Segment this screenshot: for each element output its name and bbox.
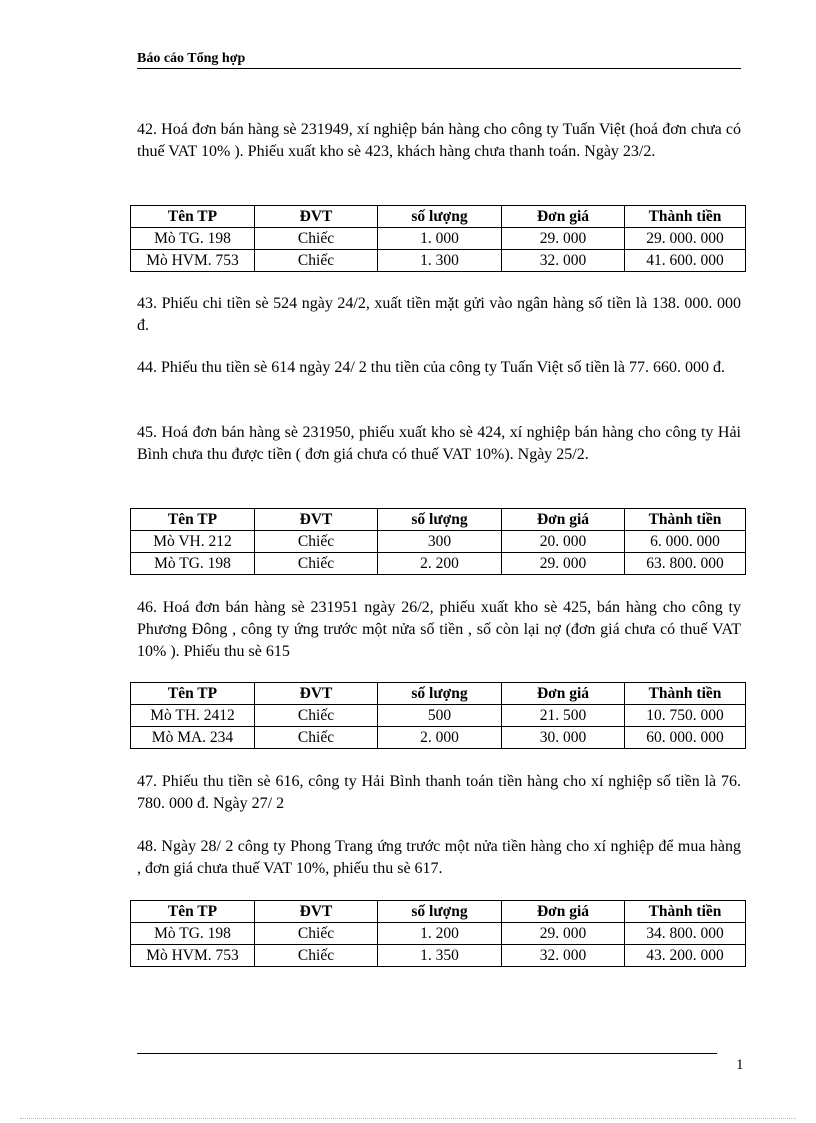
column-header: Tên TP [131,901,255,923]
table-cell: Mò HVM. 753 [131,250,255,272]
table-cell: 1. 000 [378,228,502,250]
table-cell: 1. 350 [378,945,502,967]
paragraph-48: 48. Ngày 28/ 2 công ty Phong Trang ứng trước một nửa tiền hàng cho xí nghiệp để mua hàng , đơn giá chưa thuế VAT 10%, phiếu thu sè 617. [137,838,741,877]
table-cell: 21. 500 [502,705,625,727]
table-cell: 29. 000. 000 [625,228,746,250]
paragraph-46: 46. Hoá đơn bán hàng sè 231951 ngày 26/2, phiếu xuất kho sè 425, bán hàng cho công ty Phương Đông , công ty ứng trước một nửa số tiền , số còn lại nợ (đơn giá chưa có thuế VAT 10% ). Phiếu thu sè 615 [137,599,741,660]
table-cell: 63. 800. 000 [625,553,746,575]
table-cell: Mò TG. 198 [131,923,255,945]
table-48 [130,900,746,967]
table-row [131,727,746,749]
table-header-row [131,509,746,531]
table-cell: Chiếc [255,945,378,967]
column-header: Thành tiền [625,509,746,531]
table-header-row [131,683,746,705]
column-header: Tên TP [131,683,255,705]
paragraph-43: 43. Phiếu chi tiền sè 524 ngày 24/2, xuất tiền mặt gửi vào ngân hàng số tiền là 138. 000. 000 đ. [137,295,741,334]
table-cell: Chiếc [255,553,378,575]
column-header: Thành tiền [625,901,746,923]
table-45 [130,508,746,575]
paragraph-44: 44. Phiếu thu tiền sè 614 ngày 24/ 2 thu tiền của công ty Tuấn Việt số tiền là 77. 660. 000 đ. [137,359,726,376]
table-cell: Mò HVM. 753 [131,945,255,967]
table-header-row [131,901,746,923]
table-cell: Chiếc [255,727,378,749]
table-row [131,228,746,250]
table-cell: 20. 000 [502,531,625,553]
table-header-row [131,206,746,228]
table-row [131,531,746,553]
table-row [131,553,746,575]
table-cell: 30. 000 [502,727,625,749]
column-header: Đơn giá [502,206,625,228]
table-cell: 34. 800. 000 [625,923,746,945]
column-header: số lượng [378,683,502,705]
table-cell: 29. 000 [502,553,625,575]
table-cell: Mò TG. 198 [131,228,255,250]
table-cell: 10. 750. 000 [625,705,746,727]
column-header: số lượng [378,509,502,531]
column-header: Thành tiền [625,683,746,705]
table-cell: 29. 000 [502,923,625,945]
table-cell: 32. 000 [502,250,625,272]
table-cell: Chiếc [255,228,378,250]
column-header: Tên TP [131,509,255,531]
column-header: ĐVT [255,901,378,923]
table-cell: Chiếc [255,923,378,945]
table-cell: 2. 200 [378,553,502,575]
table-cell: 41. 600. 000 [625,250,746,272]
column-header: Đơn giá [502,901,625,923]
page-edge-dotted-line [20,1118,796,1119]
footer-rule [137,1053,717,1054]
table-cell: 1. 200 [378,923,502,945]
table-cell: Mò TG. 198 [131,553,255,575]
paragraph-47: 47. Phiếu thu tiền sè 616, công ty Hải Bình thanh toán tiền hàng cho xí nghiệp số tiền là 76. 780. 000 đ. Ngày 27/ 2 [137,773,741,812]
column-header: số lượng [378,901,502,923]
paragraph-42: 42. Hoá đơn bán hàng sè 231949, xí nghiệp bán hàng cho công ty Tuấn Việt (hoá đơn chưa có thuế VAT 10% ). Phiếu xuất kho sè 423, khách hàng chưa thanh toán. Ngày 23/2. [137,121,741,160]
table-42 [130,205,746,272]
column-header: ĐVT [255,509,378,531]
table-cell: 2. 000 [378,727,502,749]
table-row [131,705,746,727]
column-header: ĐVT [255,683,378,705]
column-header: Tên TP [131,206,255,228]
table-row [131,945,746,967]
table-cell: 32. 000 [502,945,625,967]
table-row [131,923,746,945]
column-header: Đơn giá [502,683,625,705]
table-cell: 6. 000. 000 [625,531,746,553]
page-header-title: Báo cáo Tổng hợp [137,50,741,69]
table-cell: Mò VH. 212 [131,531,255,553]
table-cell: Chiếc [255,531,378,553]
table-cell: 1. 300 [378,250,502,272]
table-cell: 29. 000 [502,228,625,250]
table-46 [130,682,746,749]
table-cell: 300 [378,531,502,553]
column-header: số lượng [378,206,502,228]
table-cell: Mò TH. 2412 [131,705,255,727]
column-header: Thành tiền [625,206,746,228]
table-cell: Mò MA. 234 [131,727,255,749]
table-cell: Chiếc [255,250,378,272]
paragraph-45: 45. Hoá đơn bán hàng sè 231950, phiếu xuất kho sè 424, xí nghiệp bán hàng cho công ty Hải Bình chưa thu được tiền ( đơn giá chưa có thuế VAT 10%). Ngày 25/2. [137,424,741,463]
column-header: Đơn giá [502,509,625,531]
table-cell: 500 [378,705,502,727]
table-cell: 43. 200. 000 [625,945,746,967]
table-cell: 60. 000. 000 [625,727,746,749]
column-header: ĐVT [255,206,378,228]
table-cell: Chiếc [255,705,378,727]
table-row [131,250,746,272]
page-number: 1 [736,1057,744,1073]
